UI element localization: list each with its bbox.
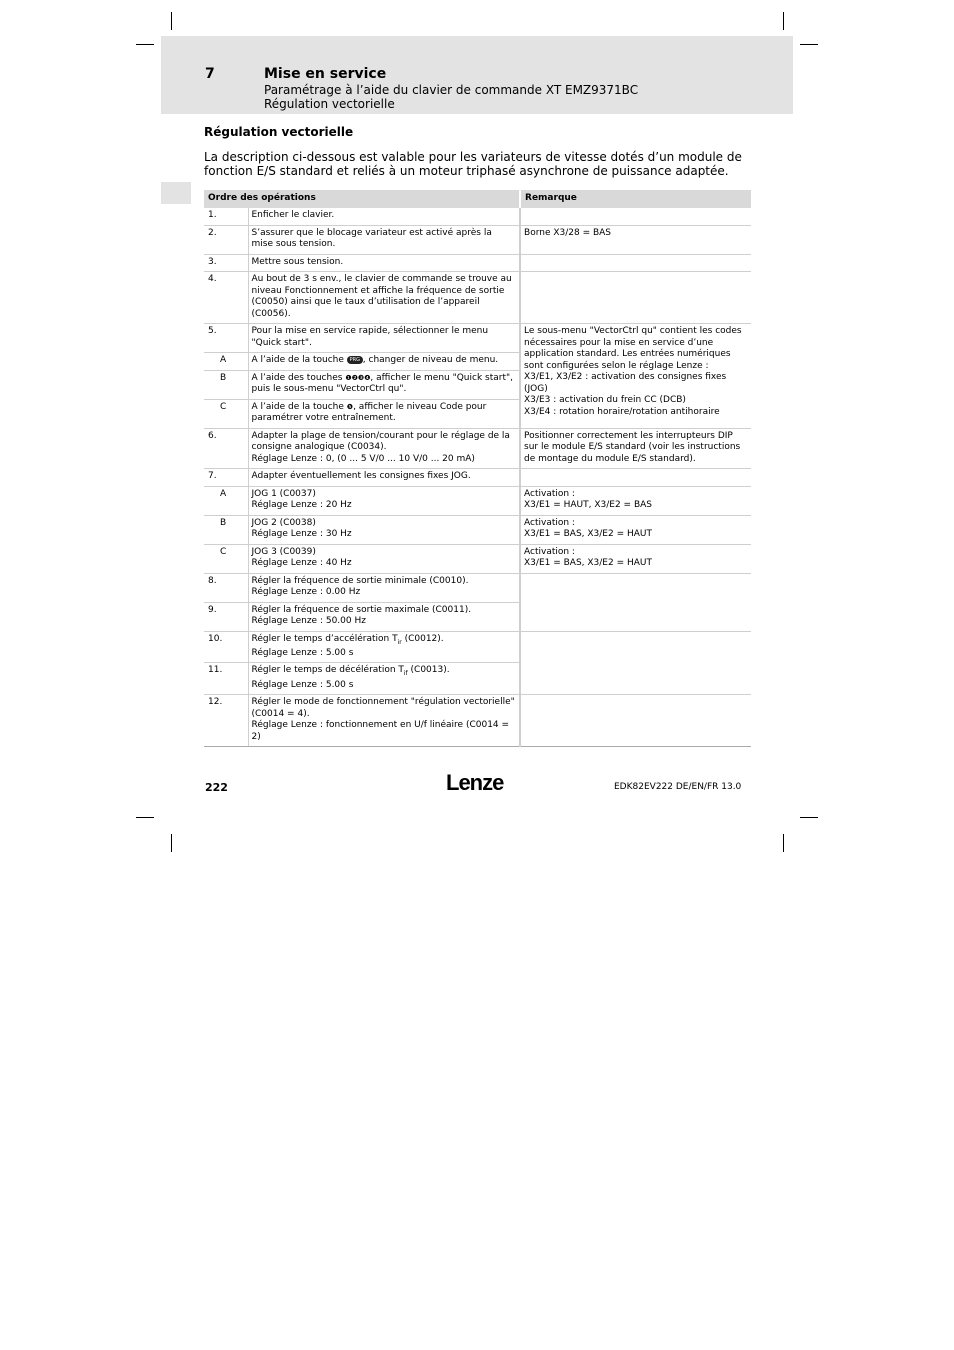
step-line: Réglage Lenze : 40 Hz xyxy=(251,558,352,568)
crop-mark xyxy=(171,834,172,852)
chapter-number: 7 xyxy=(205,66,215,82)
header-bar xyxy=(161,36,793,114)
step-number: 4. xyxy=(204,272,248,324)
column-header-remark: Remarque xyxy=(520,190,751,208)
remark-line: Le sous-menu "VectorCtrl qu" contient les codes nécessaires pour la mise en service d’une application standard. Les entrées numériques sont configurées selon le réglage Lenze : xyxy=(524,326,742,371)
remark-cell xyxy=(520,515,751,544)
table-row xyxy=(204,695,751,747)
step-number: 6. xyxy=(204,428,248,469)
step-text: Pour la mise en service rapide, sélectionner le menu "Quick start". xyxy=(248,324,520,353)
remark-cell xyxy=(520,208,751,225)
step-text xyxy=(248,695,520,747)
remark-line: X3/E1, X3/E2 : activation des consignes fixes (JOG) xyxy=(524,372,727,394)
step-number: 5. xyxy=(204,324,248,353)
step-line: Réglage Lenze : 0.00 Hz xyxy=(251,587,361,597)
chapter-title: Mise en service xyxy=(264,66,387,82)
document-reference: EDK82EV222 DE/EN/FR 13.0 xyxy=(614,782,742,792)
step-text-part: , afficher le menu "Quick start", puis le sous-menu "VectorCtrl qu". xyxy=(251,372,513,394)
table-row xyxy=(204,631,751,663)
step-text xyxy=(248,353,520,371)
step-number: 2. xyxy=(204,225,248,254)
step-line: Réglage Lenze : 50.00 Hz xyxy=(251,616,366,626)
remark-line: X3/E1 = BAS, X3/E2 = HAUT xyxy=(524,529,652,539)
remark-line: X3/E4 : rotation horaire/rotation antihoraire xyxy=(524,406,720,417)
table-row xyxy=(204,486,751,515)
step-text: Mettre sous tension. xyxy=(248,254,520,272)
step-number: 9. xyxy=(204,602,248,631)
step-number: 1. xyxy=(204,208,248,225)
step-line: Réglage Lenze : 20 Hz xyxy=(251,500,352,510)
remark-cell xyxy=(520,695,751,747)
subscript: if xyxy=(403,670,408,678)
remark-cell xyxy=(520,324,751,429)
right-key-icon: ❺ xyxy=(346,402,354,411)
intro-paragraph: La description ci-dessous est valable pour les variateurs de vitesse dotés d’un module de fonction E/S standard et reliés à un moteur triphasé asynchrone de puissance adaptée. xyxy=(204,150,742,178)
substep-letter: A xyxy=(204,353,248,371)
step-text xyxy=(248,486,520,515)
step-line: Réglage Lenze : 5.00 s xyxy=(251,647,354,658)
step-line: Régler la fréquence de sortie minimale (C0010). xyxy=(251,575,469,586)
step-line: Réglage Lenze : 0, (0 ... 5 V/0 ... 10 V/0 ... 20 mA) xyxy=(251,453,475,464)
remark-cell xyxy=(520,469,751,487)
substep-letter: A xyxy=(204,486,248,515)
step-text-part: A l’aide des touches xyxy=(251,372,343,383)
remark-cell xyxy=(520,544,751,573)
prg-key-icon: PRG xyxy=(347,356,363,364)
step-text xyxy=(248,631,520,663)
step-text-part: A l’aide de la touche xyxy=(251,355,344,365)
page-number: 222 xyxy=(205,781,228,794)
section-title: Régulation vectorielle xyxy=(204,125,354,139)
table-row xyxy=(204,544,751,573)
step-text-part: Régler le temps de décélération T xyxy=(251,665,404,676)
step-line xyxy=(252,665,517,679)
remark-cell: Borne X3/28 = BAS xyxy=(520,225,751,254)
step-line: JOG 3 (C0039) xyxy=(251,546,316,557)
remark-line: X3/E3 : activation du frein CC (DCB) xyxy=(524,395,686,405)
step-text xyxy=(248,602,520,631)
step-line: JOG 1 (C0037) xyxy=(251,488,316,499)
crop-mark xyxy=(136,44,154,45)
column-header-operations: Ordre des opérations xyxy=(204,190,520,208)
remark-cell xyxy=(520,486,751,515)
table-row xyxy=(204,515,751,544)
step-text-part: (C0013). xyxy=(407,665,450,676)
substep-letter: C xyxy=(204,544,248,573)
subscript: ir xyxy=(397,638,402,646)
step-text: Adapter éventuellement les consignes fixes JOG. xyxy=(248,469,520,487)
step-line: JOG 2 (C0038) xyxy=(251,517,316,528)
step-text xyxy=(248,428,520,469)
crop-mark xyxy=(136,817,154,818)
step-line: Adapter la plage de tension/courant pour le réglage de la consigne analogique (C0034). xyxy=(251,430,510,452)
step-text-part: A l’aide de la touche xyxy=(251,401,344,412)
crop-mark xyxy=(783,834,784,852)
substep-letter: B xyxy=(204,370,248,399)
step-text-part: , afficher le niveau Code pour paramétrer votre entraînement. xyxy=(251,401,487,423)
step-text: Au bout de 3 s env., le clavier de commande se trouve au niveau Fonctionnement et affiche la fréquence de sortie (C0050) ainsi que le taux d’utilisation de l’appareil (C0056). xyxy=(248,272,520,324)
step-number: 10. xyxy=(204,631,248,663)
table-row xyxy=(204,469,751,487)
step-line xyxy=(252,634,517,648)
remark-cell: Positionner correctement les interrupteurs DIP sur le module E/S standard (voir les instructions de montage du module E/S standard). xyxy=(520,428,751,469)
crop-mark xyxy=(800,44,818,45)
substep-letter: C xyxy=(204,399,248,428)
operations-table xyxy=(204,190,751,747)
step-line: Régler le mode de fonctionnement "régulation vectorielle" (C0014 = 4). xyxy=(251,697,515,719)
step-text xyxy=(248,573,520,602)
remark-line: Activation : xyxy=(524,546,575,557)
remark-line: Activation : xyxy=(524,488,575,499)
subtitle: Paramétrage à l’aide du clavier de commande XT EMZ9371BC xyxy=(264,83,639,97)
table-row xyxy=(204,573,751,602)
margin-tab xyxy=(161,182,191,204)
step-text: Enficher le clavier. xyxy=(248,208,520,225)
remark-line: X3/E1 = BAS, X3/E2 = HAUT xyxy=(524,558,652,568)
remark-line: X3/E1 = HAUT, X3/E2 = BAS xyxy=(524,500,652,510)
crop-mark xyxy=(800,817,818,818)
step-number: 7. xyxy=(204,469,248,487)
table-row xyxy=(204,225,751,254)
crop-mark xyxy=(783,12,784,30)
step-text-part: (C0012). xyxy=(401,633,444,644)
step-number: 12. xyxy=(204,695,248,747)
table-row xyxy=(204,254,751,272)
step-number: 3. xyxy=(204,254,248,272)
lenze-logo: Lenze xyxy=(446,770,504,795)
table-row xyxy=(204,208,751,225)
step-text xyxy=(248,544,520,573)
table-row xyxy=(204,428,751,469)
table-row xyxy=(204,324,751,353)
step-text: S’assurer que le blocage variateur est activé après la mise sous tension. xyxy=(248,225,520,254)
step-number: 11. xyxy=(204,663,248,695)
step-text-part: Régler le temps d’accélération T xyxy=(251,633,398,644)
step-line: Régler la fréquence de sortie maximale (C0011). xyxy=(251,604,472,615)
step-text xyxy=(248,663,520,695)
step-line: Réglage Lenze : 30 Hz xyxy=(251,529,352,539)
step-number: 8. xyxy=(204,573,248,602)
remark-cell xyxy=(520,631,751,695)
remark-cell xyxy=(520,254,751,272)
subtitle: Régulation vectorielle xyxy=(264,97,395,111)
step-line: Réglage Lenze : fonctionnement en U/f linéaire (C0014 = 2) xyxy=(251,720,510,742)
remark-cell xyxy=(520,573,751,631)
arrow-keys-icon: ❶❷❸❹ xyxy=(345,373,371,382)
step-text-part: , changer de niveau de menu. xyxy=(362,355,499,365)
substep-letter: B xyxy=(204,515,248,544)
step-text xyxy=(248,399,520,428)
table-header xyxy=(204,190,751,208)
crop-mark xyxy=(171,12,172,30)
remark-line: Activation : xyxy=(524,517,575,528)
remark-cell xyxy=(520,272,751,324)
step-text xyxy=(248,370,520,399)
step-line: Réglage Lenze : 5.00 s xyxy=(251,679,354,690)
step-text xyxy=(248,515,520,544)
table-row xyxy=(204,272,751,324)
